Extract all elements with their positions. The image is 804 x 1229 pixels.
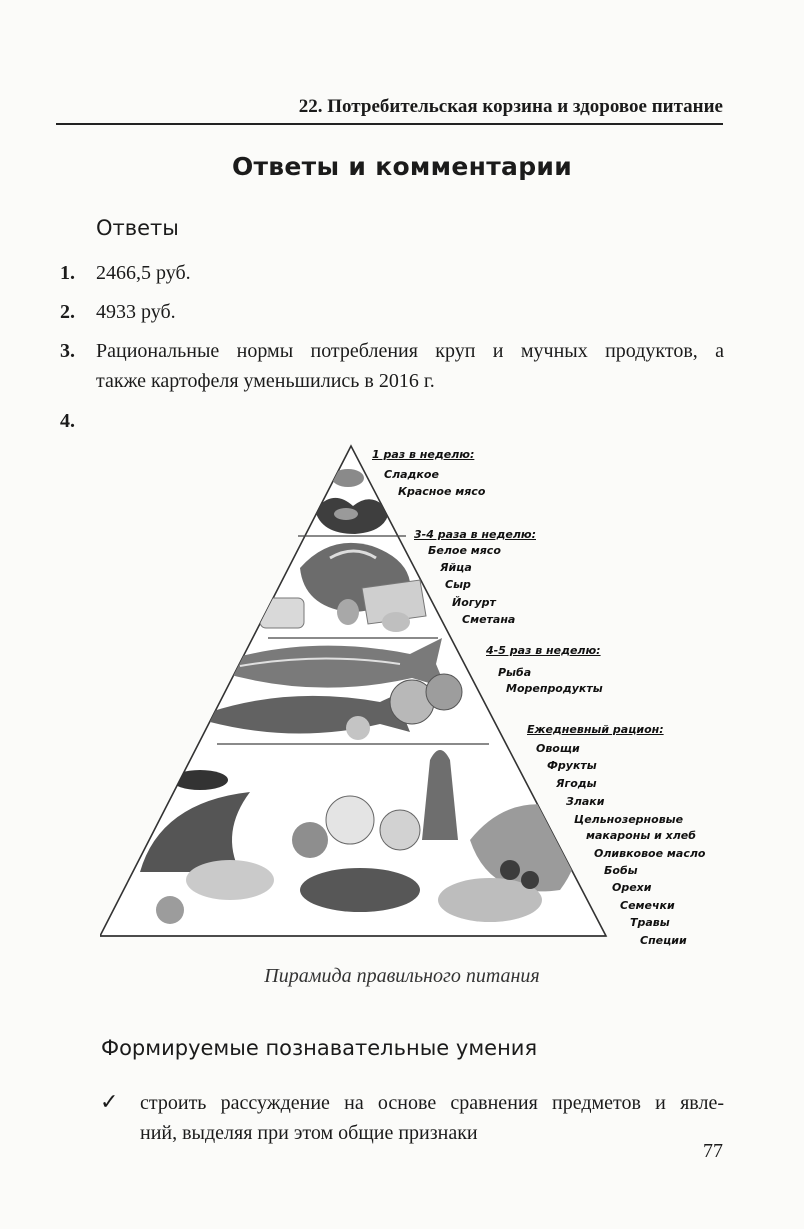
page-title: Ответы и комментарии bbox=[231, 152, 573, 181]
tier-2-frequency: 3-4 раза в неделю: bbox=[414, 528, 536, 541]
tier-3-frequency: 4-5 раз в неделю: bbox=[486, 644, 601, 657]
tier-3-item: Рыба bbox=[498, 666, 532, 679]
answers-heading: Ответы bbox=[96, 216, 179, 240]
tier-4-item: Бобы bbox=[604, 864, 638, 877]
tier-4-item: Травы bbox=[630, 916, 670, 929]
tier-4-item: Ягоды bbox=[556, 777, 597, 790]
tier-4-item: Фрукты bbox=[547, 759, 597, 772]
answer-3 bbox=[60, 336, 724, 396]
tier-4-item: Цельнозерновые bbox=[574, 813, 684, 826]
page-number: 77 bbox=[703, 1140, 723, 1162]
tier-4-item: Злаки bbox=[566, 795, 605, 808]
running-title: 22. Потребительская корзина и здоровое питание bbox=[298, 96, 723, 117]
food-pyramid-figure bbox=[100, 440, 720, 970]
answer-text: 4933 руб. bbox=[96, 301, 176, 323]
tier-1-item: Сладкое bbox=[384, 468, 439, 481]
tier-4-item: Специи bbox=[640, 934, 687, 947]
tier-1-item: Красное мясо bbox=[398, 485, 486, 498]
tier-2-item: Сметана bbox=[462, 613, 516, 626]
figure-caption: Пирамида правильного питания bbox=[264, 965, 540, 987]
tier-3-item: Морепродукты bbox=[506, 682, 603, 695]
tier-2-item: Белое мясо bbox=[428, 544, 501, 557]
tier-2-item: Сыр bbox=[445, 578, 471, 591]
answer-number: 1. bbox=[60, 262, 75, 284]
tier-1-frequency: 1 раз в неделю: bbox=[372, 448, 475, 461]
answer-text: 2466,5 руб. bbox=[96, 262, 191, 284]
tier-4-item: Семечки bbox=[620, 899, 675, 912]
answer-2 bbox=[60, 297, 724, 327]
skill-item bbox=[100, 1088, 724, 1148]
tier-4-item: макароны и хлеб bbox=[586, 829, 696, 842]
answer-number: 4. bbox=[60, 410, 75, 432]
tier-4-item: Орехи bbox=[612, 881, 652, 894]
tier-4-item: Оливковое масло bbox=[594, 847, 706, 860]
skill-text-line-1: строить рассуждение на основе сравнения предметов и явле- bbox=[140, 1092, 724, 1114]
answer-text-line-2: также картофеля уменьшились в 2016 г. bbox=[96, 370, 435, 392]
running-header bbox=[56, 96, 723, 125]
tier-2-item: Йогурт bbox=[452, 596, 496, 609]
check-icon: ✓ bbox=[100, 1090, 119, 1115]
tier-2-item: Яйца bbox=[440, 561, 472, 574]
answer-text-line-1: Рациональные нормы потребления круп и мучных продуктов, а bbox=[96, 340, 724, 362]
answer-1 bbox=[60, 258, 724, 288]
tier-4-item: Овощи bbox=[536, 742, 580, 755]
skills-heading: Формируемые познавательные умения bbox=[101, 1036, 538, 1060]
tier-4-frequency: Ежедневный рацион: bbox=[527, 723, 664, 736]
skill-text-line-2: ний, выделяя при этом общие признаки bbox=[140, 1122, 478, 1144]
answer-number: 3. bbox=[60, 340, 75, 362]
answer-number: 2. bbox=[60, 301, 75, 323]
